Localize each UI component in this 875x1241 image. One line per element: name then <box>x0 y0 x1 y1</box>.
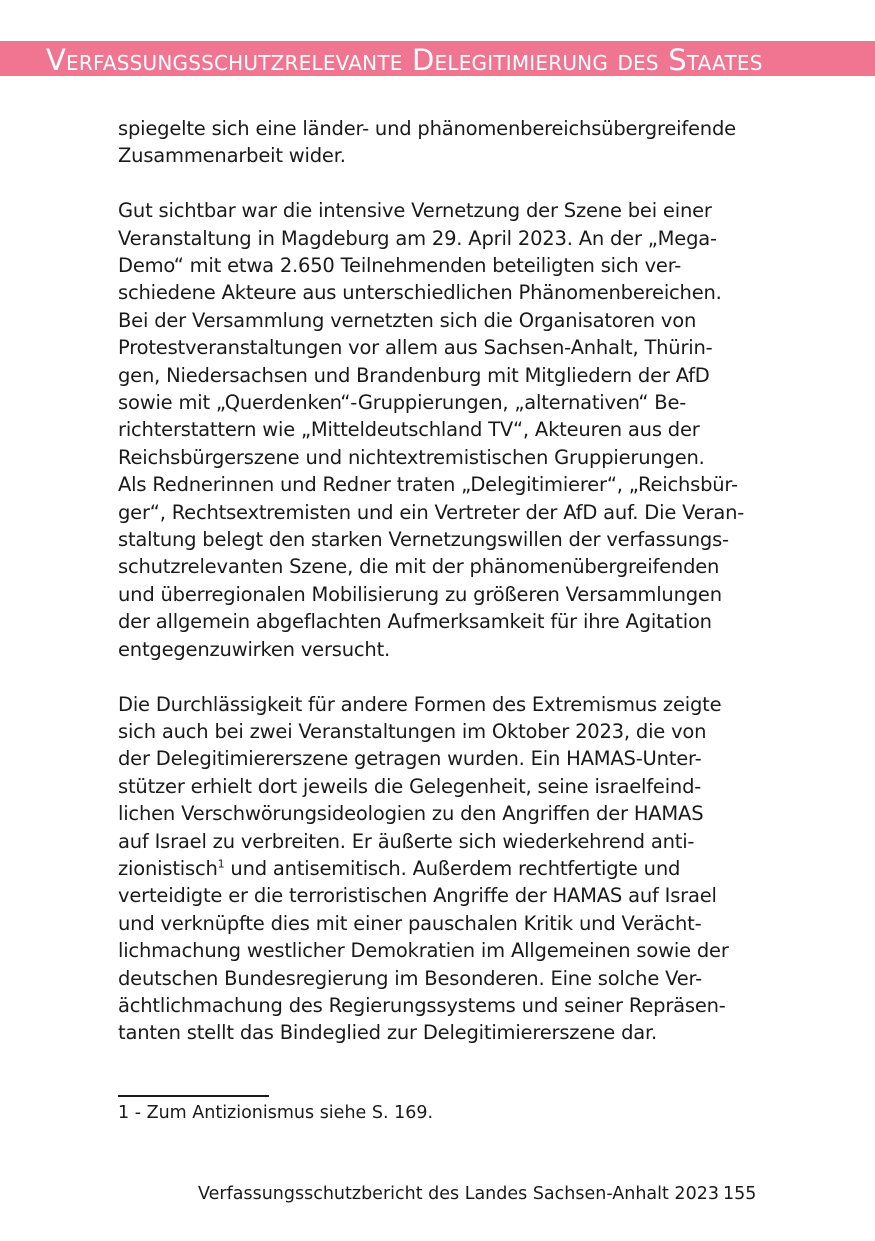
text-line: schutzrelevanten Szene, die mit der phänomenübergreifenden <box>118 555 720 579</box>
text-line: sowie mit „Querdenken“-Gruppierungen, „alternativen“ Be- <box>118 391 687 415</box>
text-line: verteidigte er die terroristischen Angriffe der HAMAS auf Israel <box>118 884 717 908</box>
text-line: Protestveranstaltungen vor allem aus Sachsen-Anhalt, Thürin- <box>118 336 713 360</box>
text-line: und verknüpfte dies mit einer pauschalen Kritik und Verächt- <box>118 911 702 935</box>
text-line: sich auch bei zwei Veranstaltungen im Oktober 2023, die von <box>118 719 707 743</box>
text-line: Reichsbürgerszene und nichtextremistischen Gruppierungen. <box>118 445 705 469</box>
paragraph-2 <box>118 197 758 663</box>
text-line: Gut sichtbar war die intensive Vernetzung der Szene bei einer <box>118 199 712 223</box>
text-line: lichmachung westlicher Demokratien im Allgemeinen sowie der <box>118 939 729 963</box>
text-line: stützer erhielt dort jeweils die Gelegenheit, seine israelfeind- <box>118 774 702 798</box>
text-line: deutschen Bundesregierung im Besonderen. Eine solche Ver- <box>118 966 702 990</box>
text-line: tanten stellt das Bindeglied zur Delegitimiererszene dar. <box>118 1021 658 1045</box>
page-number: 155 <box>723 1184 757 1204</box>
text-line: Demo“ mit etwa 2.650 Teilnehmenden beteiligten sich ver- <box>118 254 682 278</box>
footnote-marker: 1 <box>217 857 225 871</box>
page-header-title: Verfassungsschutzrelevante Delegitimierung des Staates <box>46 43 763 77</box>
text-line: der allgemein abgeflachten Aufmerksamkeit für ihre Agitation <box>118 610 712 634</box>
paragraph-3 <box>118 691 758 1047</box>
text-line: Die Durchlässigkeit für andere Formen des Extremismus zeigte <box>118 692 722 716</box>
text-line: staltung belegt den starken Vernetzungswillen der verfassungs- <box>118 528 729 552</box>
text-line: ächtlichmachung des Regierungssystems und seiner Repräsen- <box>118 993 726 1017</box>
text-line: Veranstaltung in Magdeburg am 29. April 2023. An der „Mega- <box>118 226 717 250</box>
text-line: entgegenzuwirken versucht. <box>118 637 391 661</box>
text-line: Zusammenarbeit wider. <box>118 144 346 168</box>
paragraph-1 <box>118 115 758 170</box>
body-text <box>118 115 758 1074</box>
text-line: ger“, Rechtsextremisten und ein Vertreter der AfD auf. Die Veran- <box>118 500 745 524</box>
text-line: spiegelte sich eine länder- und phänomenbereichsübergreifende <box>118 117 736 140</box>
text-line: und überregionalen Mobilisierung zu größeren Versammlungen <box>118 582 722 606</box>
text-line: auf Israel zu verbreiten. Er äußerte sich wiederkehrend anti- <box>118 829 695 853</box>
text-fragment: und antisemitisch. Außerdem rechtfertigte und <box>224 856 681 880</box>
text-fragment: zionistisch <box>118 856 218 880</box>
text-line: schiedene Akteure aus unterschiedlichen Phänomenbereichen. <box>118 281 722 305</box>
footer-source: Verfassungsschutzbericht des Landes Sachsen-Anhalt 2023 <box>198 1184 719 1204</box>
text-line: Bei der Versammlung vernetzten sich die Organisatoren von <box>118 308 697 332</box>
text-line: richterstattern wie „Mitteldeutschland TV“, Akteuren aus der <box>118 418 700 442</box>
text-line: der Delegitimiererszene getragen wurden. Ein HAMAS-Unter- <box>118 747 702 771</box>
text-line-with-footnote <box>118 855 758 882</box>
footnote-divider <box>118 1095 269 1097</box>
text-line: lichen Verschwörungsideologien zu den Angriffen der HAMAS <box>118 802 704 826</box>
footnote: 1 - Zum Antizionismus siehe S. 169. <box>118 1103 434 1123</box>
text-line: Als Rednerinnen und Redner traten „Delegitimierer“, „Reichsbür- <box>118 473 738 497</box>
text-line: gen, Niedersachsen und Brandenburg mit Mitgliedern der AfD <box>118 363 710 387</box>
